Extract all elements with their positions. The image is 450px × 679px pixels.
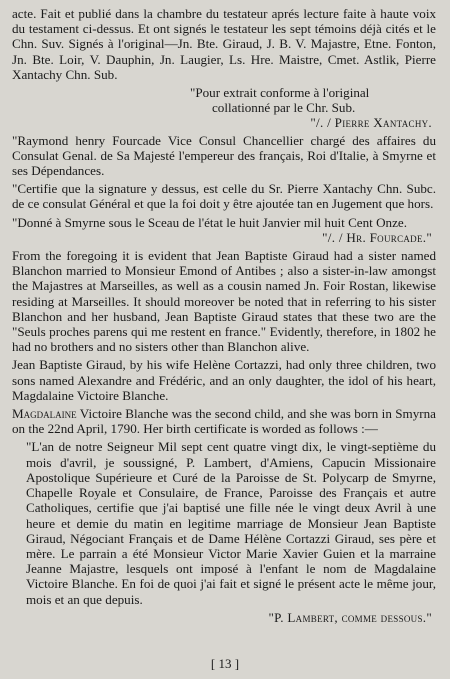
body-paragraph-3 [12, 406, 436, 436]
body-paragraph-3-rest: Victoire Blanche was the second child, and she was born in Smyrna on the 22nd April, 1790. Her birth certificate is worded as follows :— [12, 406, 436, 437]
body-paragraph-2: Jean Baptiste Giraud, by his wife Helène Cortazzi, had only three children, two sons named Alexandre and Frédéric, and an only daughter, the idol of his heart, Magdalaine Victoire Blanche. [12, 357, 436, 403]
signature-xantachy [12, 115, 436, 130]
birth-certificate-quote: "L'an de notre Seigneur Mil sept cent quatre vingt dix, le vingt-septième du mois d'avril, je soussigné, P. Lambert, d'Amiens, Capucin Missionaire Apostolique Supérieure et Curé de la Paroisse de St. Polycarp de Smyrne, Chapelle Royale et Consulaire, de France, Paroisse des Français et autre Catholiques, certifie que j'ai baptisé une fille née le vingt deux Avril à une heure et demie du matin en legitime marriage de Monsieur Jean Baptiste Giraud, Négociant Français et de Dame Hélène Cortazzi Giraud, ses père et mère. Le parrain a été Monsieur Victor Marie Xavier Guien et la marraine Jeanne Majastre, lesquels ont imposé à l'enfant le nom de Magdalaine Victoire Blanche. En foi de quoi j'ai fait et signé le présent acte le même jour, mois et an que depuis. [26, 439, 436, 607]
body-paragraph-3-lead: Magdalaine [12, 406, 77, 422]
signature-fourcade-text: "/. / Hr. Fourcade." [322, 229, 432, 245]
signature-lambert [12, 610, 436, 625]
consul-paragraph: "Raymond henry Fourcade Vice Consul Chancellier chargé des affaires du Consulat Genal. de Sa Majesté l'empereur des français, Roi d'Italie, à Smyrne et ses Dépendances. [12, 132, 436, 179]
body-paragraph-1: From the foregoing it is evident that Jean Baptiste Giraud had a sister named Blanchon married to Monsieur Emond of Antibes ; also a sister-in-law amongst the Majastres at Marseilles, as well as a cousin named Jn. Foir Rostan, likewise residing at Marseilles. It should moreover be noted that in referring to his sister Blanchon and her husband, Jean Baptiste Giraud states that these two are the "Seuls proches parens qui me restent en france." Evidently, therefore, in 1802 he had no brothers and no sisters other than Blanchon alive. [12, 248, 436, 355]
signature-lambert-text: "P. Lambert, comme dessous." [268, 609, 432, 625]
page-number: [ 13 ] [210, 656, 240, 671]
extract-line-2: collationné par le Chr. Sub. [212, 100, 356, 116]
signature-fourcade [12, 230, 436, 245]
given-paragraph: "Donné à Smyrne sous le Sceau de l'état le huit Janvier mil huit Cent Onze. [12, 214, 407, 230]
certify-paragraph: "Certifie que la signature y dessus, est celle du Sr. Pierre Xantachy Chn. Subc. de ce consulat Général et que la foi doit y être ajoutée tan en Jugement que hors. [12, 181, 436, 212]
extract-line-1: "Pour extrait conforme à l'original [190, 85, 370, 101]
signature-xantachy-text: "/. / Pierre Xantachy. [310, 115, 432, 131]
opening-paragraph: acte. Fait et publié dans la chambre du testateur aprés lecture faite à haute voix du testament ci-dessus. Et ont signés le testateur les sept témoins déjà cités et le Chn. Suv. Signés à l'original—Jn. Bte. Giraud, J. B. V. Majastre, Etne. Fonton, Jn. Bte. Loir, V. Dauphin, Jn. Laugier, Ls. Hre. Maistre, Cmet. Astlik, Pierre Xantachy Chn. Sub. [12, 6, 436, 82]
